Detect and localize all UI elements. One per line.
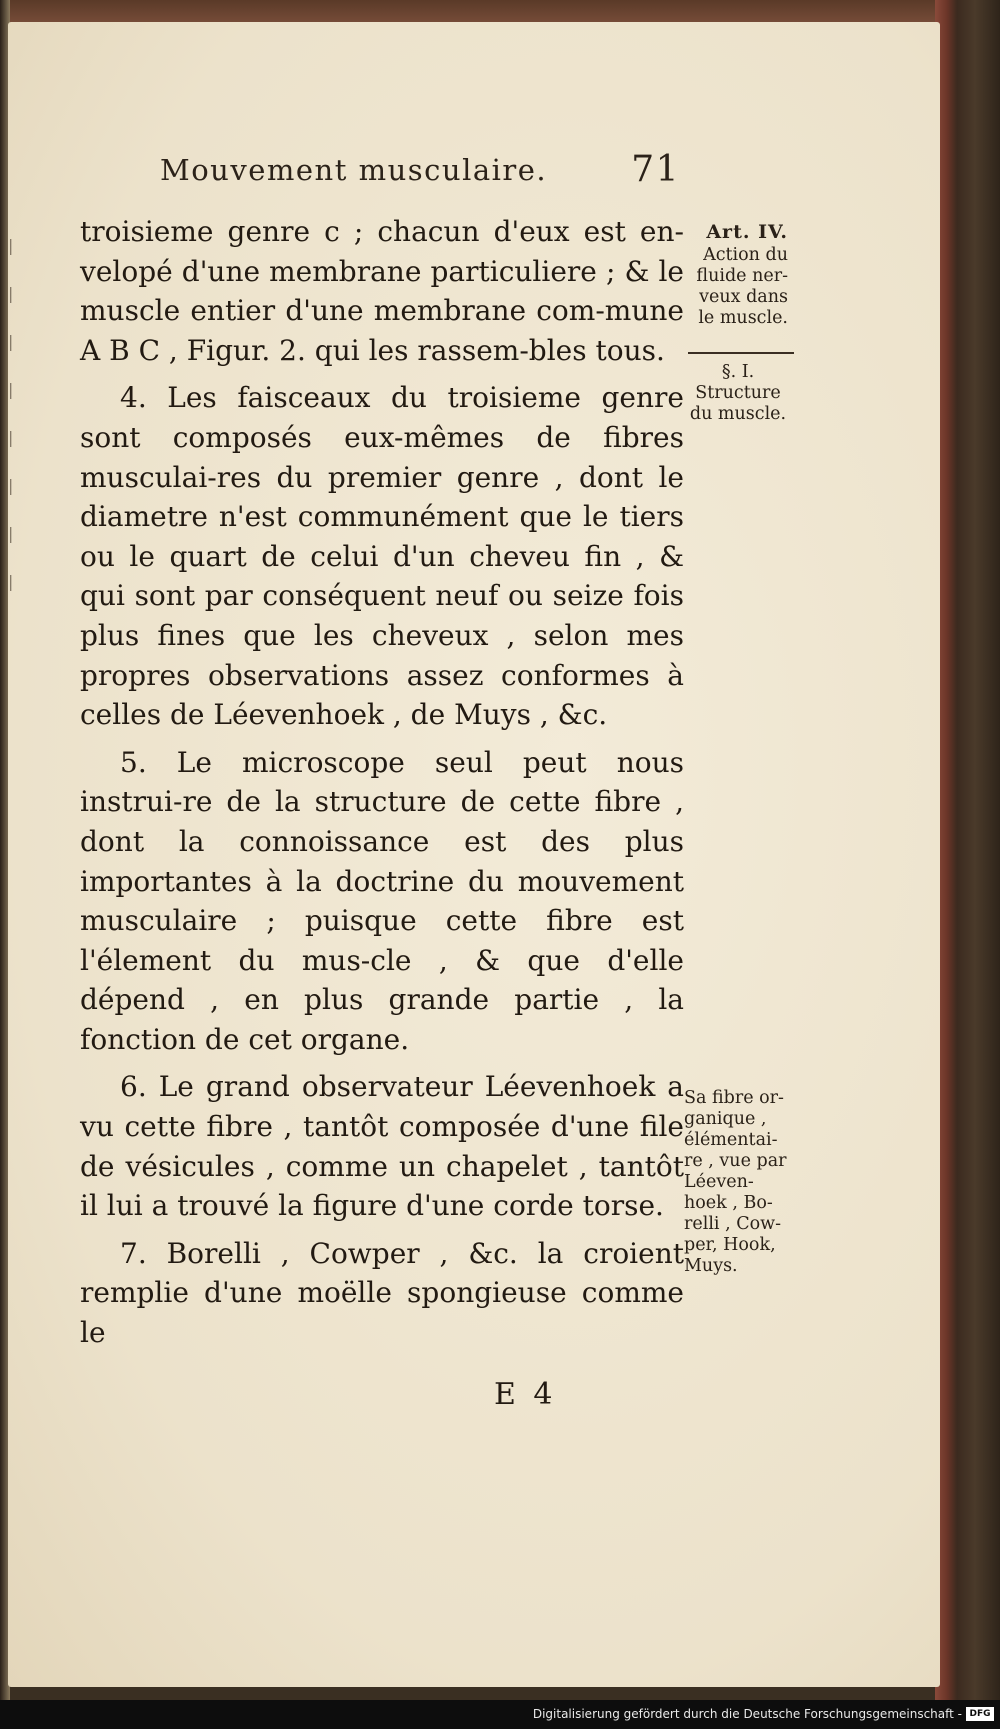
paragraph-1: troisieme genre c ; chacun d'eux est en-velopé d'une membrane particuliere ; & le muscle entier d'une membrane com-mune A B C , Figur. 2. qui les rassem-bles tous. [80,215,684,367]
footer-credit: Digitalisierung gefördert durch die Deutsche Forschungsgemeinschaft - [532,1707,962,1721]
margin-note-article [688,222,788,329]
margin-note-section-label: §. I. [721,362,755,382]
paragraph-7: 7. Borelli , Cowper , &c. la croient remplie d'une moëlle spongieuse comme le [80,1236,684,1350]
margin-note-fibre: Sa fibre or-ganique , élémentai-re , vue par Léeven-hoek , Bo-relli , Cow-per, Hook, Muys. [684,1088,787,1276]
book-spine-edge [935,0,1000,1729]
running-head-title: Mouvement musculaire. [160,153,548,187]
body-text [80,212,684,1353]
dfg-logo: DFG [966,1707,994,1721]
paragraph-6: 6. Le grand observateur Léevenhoek a vu cette fibre , tantôt composée d'une file de vésicules , comme un chapelet , tantôt il lui a trouvé la figure d'une corde torse. [80,1070,684,1223]
signature-mark: E 4 [494,1377,557,1412]
page-number: 71 [631,149,680,190]
running-head [160,145,680,191]
margin-note-section-text: Structure du muscle. [689,383,787,424]
paragraph-4: 4. Les faisceaux du troisieme genre sont composés eux-mêmes de fibres musculai-res du premier genre , dont le diametre n'est communément que le tiers ou le quart de celui d'un cheveu fin , & qui sont par conséquent neuf ou seize fois plus fines que les cheveux , selon mes propres observations assez conformes à celles de Léevenhoek , de Muys , &c. [80,381,684,732]
paragraph-5: 5. Le microscope seul peut nous instrui-re de la structure de cette fibre , dont la connoissance est des plus importantes à la doctrine du mouvement musculaire ; puisque cette fibre est l'élement du mus-cle , & que d'elle dépend , en plus grande partie , la fonction de cet organe. [80,745,684,1056]
margin-note-article-label: Art. IV. [706,221,788,243]
margin-note-article-text: Action du fluide ner-veux dans le muscle. [696,245,788,328]
gutter-show-through: | | | | | | | | [8,236,14,591]
margin-note-divider [688,352,794,354]
footer-bar [0,1700,1000,1729]
margin-note-section [688,362,788,425]
